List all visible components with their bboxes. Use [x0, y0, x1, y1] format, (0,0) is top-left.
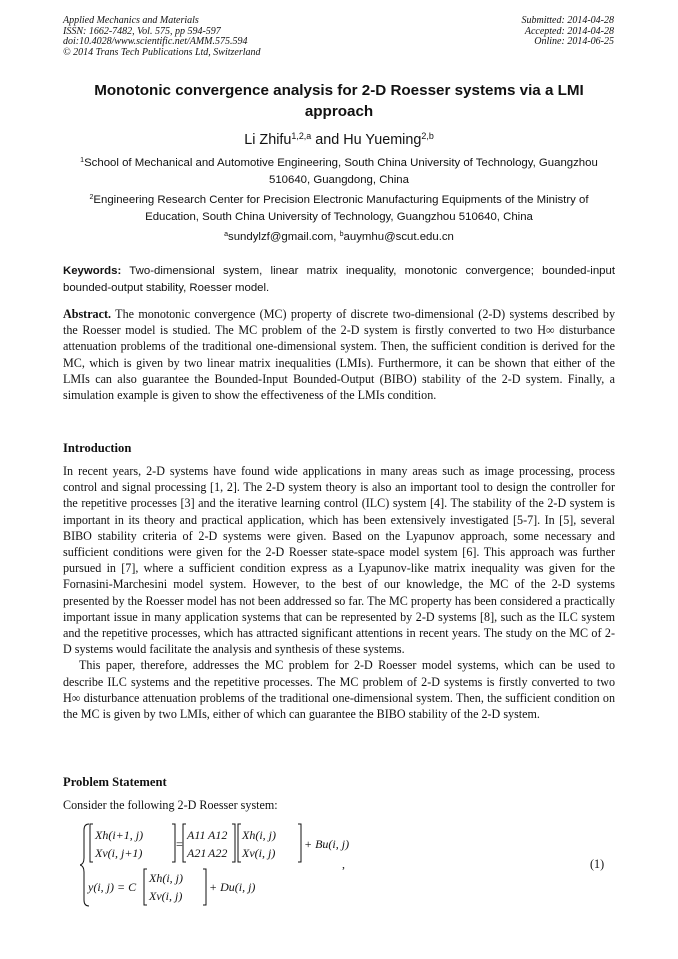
eq-equals: =: [176, 837, 183, 851]
abstract-label: Abstract.: [63, 307, 112, 321]
affiliation-1-text: School of Mechanical and Automotive Engineering, South China University of Technology, Guangzhou 510640, Guangdong, China: [84, 157, 598, 186]
email-b[interactable]: auymhu@scut.edu.cn: [343, 231, 454, 243]
affiliation-1-sup: 1: [80, 157, 85, 165]
eq-plus-du: + Du(i, j): [209, 880, 256, 894]
eq-a12: A12: [208, 828, 228, 842]
eq-x1: Xh(i, j): [242, 828, 276, 842]
eq-a22: A22: [208, 846, 228, 860]
introduction-body: [63, 463, 615, 722]
dates-header: [522, 16, 615, 48]
doi-line: doi:10.4028/www.scientific.net/AMM.575.594: [63, 36, 248, 48]
equation-comma: ,: [342, 857, 345, 871]
affiliation-2: [63, 192, 615, 225]
author-2: Hu Yueming: [343, 132, 422, 148]
eq-out-x1: Xh(i, j): [149, 871, 183, 885]
author-1-sup: 1,2,a: [291, 131, 312, 142]
accepted-date: Accepted: 2014-04-28: [524, 25, 614, 37]
equation-1: [80, 820, 620, 910]
email-b-sup: b: [339, 231, 344, 239]
problem-statement-heading: Problem Statement: [63, 775, 167, 789]
keywords-block: [63, 263, 615, 296]
keywords-label: Keywords:: [63, 265, 122, 277]
email-line: [63, 229, 615, 246]
eq-x2: Xv(i, j): [242, 846, 276, 860]
affiliation-2-sup: 2: [89, 194, 94, 202]
submitted-date: Submitted: 2014-04-28: [521, 15, 614, 26]
email-a[interactable]: sundylzf@gmail.com,: [228, 231, 340, 243]
problem-statement-intro: Consider the following 2-D Roesser system:: [63, 798, 278, 812]
online-date: Online: 2014-06-25: [534, 36, 614, 48]
issn-line: ISSN: 1662-7482, Vol. 575, pp 594-597: [63, 25, 221, 37]
eq-a11: A11: [187, 828, 206, 842]
abstract-block: [63, 306, 615, 403]
eq-lhs-1: Xh(i+1, j): [95, 828, 144, 842]
introduction-heading: Introduction: [63, 441, 132, 455]
author-2-sup: 2,b: [421, 131, 434, 142]
email-a-sup: a: [224, 231, 229, 239]
paper-title: Monotonic convergence analysis for 2-D Roesser systems via a LMI approach: [94, 82, 584, 120]
affiliation-1: [63, 155, 615, 188]
author-1: Li Zhifu: [244, 132, 292, 148]
equation-number: (1): [590, 857, 605, 871]
copyright-line: © 2014 Trans Tech Publications Ltd, Switzerland: [63, 46, 261, 58]
author-and: and: [311, 132, 344, 148]
equation-1-graphic: [80, 820, 620, 910]
journal-header: [63, 16, 261, 58]
journal-name: Applied Mechanics and Materials: [63, 15, 199, 26]
eq-a21: A21: [187, 846, 207, 860]
eq-out-x2: Xv(i, j): [149, 889, 183, 903]
affiliation-2-text: Engineering Research Center for Precision Electronic Manufacturing Equipments of the Ministry of Education, South China University of Technology, Guangzhou 510640, China: [93, 194, 589, 223]
keywords-text: Two-dimensional system, linear matrix inequality, monotonic convergence; bounded-input bounded-output stability, Roesser model.: [63, 265, 615, 294]
author-line: [63, 131, 615, 149]
intro-paragraph-1: In recent years, 2-D systems have found wide applications in many areas such as image processing, process control and signal processing [1, 2]. The 2-D system theory is also an important tool to design the controller for the repetitive processes [3] and the iterative learning control (ILC) system [4]. The stability of the 2-D system is important in its theory and practical application, which has been extensively investigated [5-7]. In [5], several BIBO stability criteria of 2-D systems were given. Based on the Lyapunov approach, some necessary and sufficient conditions were given for the 2-D Roesser state-space model system [6]. This approach was further pursued in [7], where a sufficient condition express as a Lyapunov-like matrix inequality was given for the Fornasini-Marchesini model system. However, to the best of our knowledge, the MC of the 2-D systems presented by the Roesser model has not been addressed so far. The MC property has been considered a practically important issue in many application systems that can be represented by 2-D systems [8], such as the ILC system and the repetitive processes, which has attracted significant attentions in recent years. The study on the MC of 2-D systems would facilitate the analysis and synthesis of these systems.: [63, 464, 615, 657]
abstract-text: The monotonic convergence (MC) property of discrete two-dimensional (2-D) systems described by the Roesser model is studied. The MC problem of the 2-D system is firstly converted to two H∞ disturbance attenuation problems of the traditional one-dimensional system. Then, the sufficient condition is derived for the MC, which is given by two linear matrix inequalities (LMIs). Furthermore, it can be shown that either of the LMIs can also guarantee the Bounded-Input Bounded-Output (BIBO) stability of the 2-D system. Finally, a simulation example is given to show the effectiveness of the LMIs condition.: [63, 307, 615, 403]
eq-lhs-2: Xv(i, j+1): [95, 846, 143, 860]
intro-paragraph-2: This paper, therefore, addresses the MC problem for 2-D Roesser model systems, which can be used to describe ILC systems and the repetitive processes. The MC problem of 2-D systems is firstly converted to two H∞ disturbance attenuation problems of the traditional one-dimensional system. Then, the sufficient condition on the MC is given by two LMIs, either of which can guarantee the BIBO stability of the 2-D system.: [63, 658, 615, 722]
eq-y-lhs: y(i, j) = C: [88, 880, 137, 894]
eq-plus-bu: + Bu(i, j): [304, 837, 350, 851]
